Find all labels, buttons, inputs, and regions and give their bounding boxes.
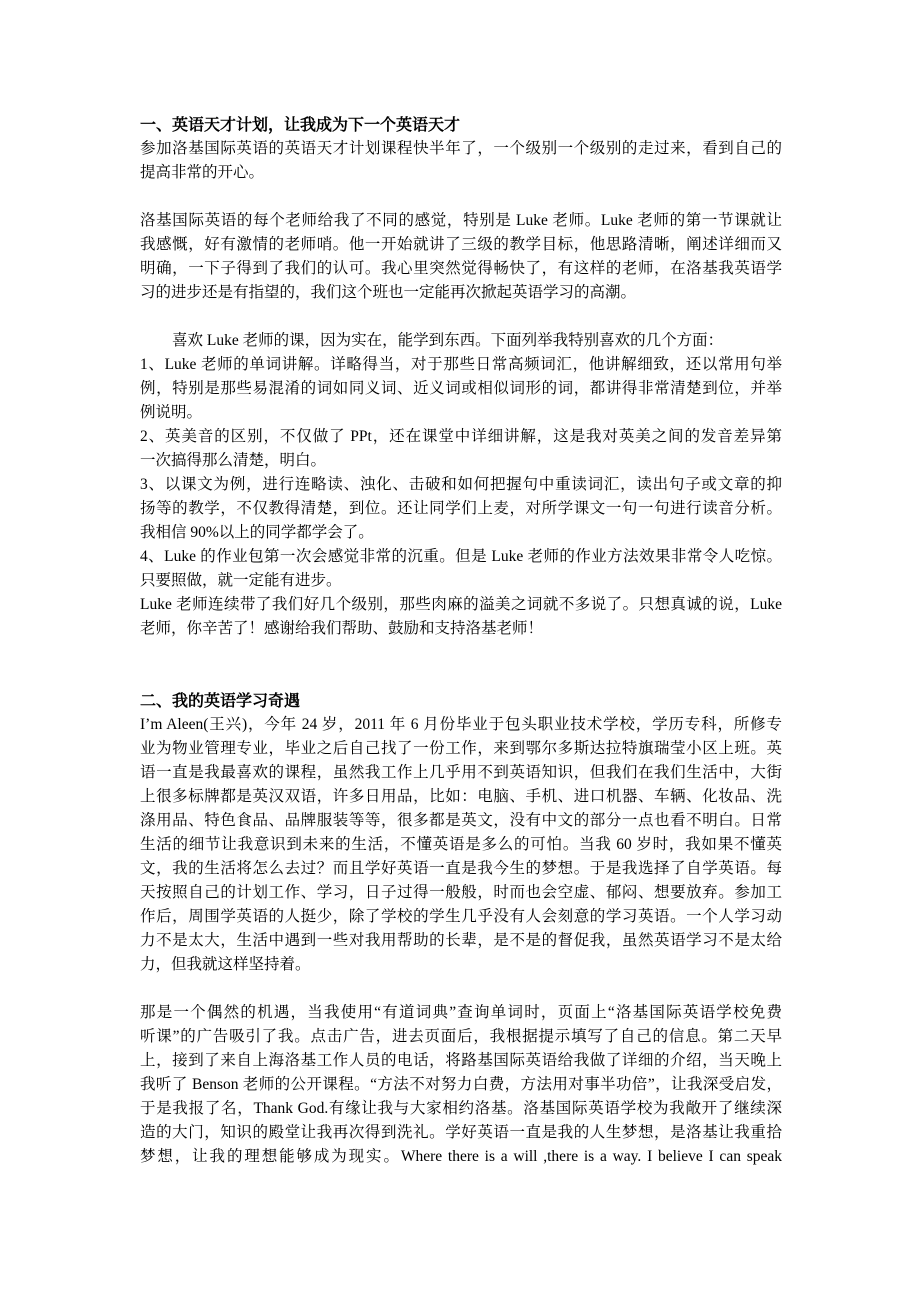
text-line: 明确，一下子得到了我们的认可。我心里突然觉得畅快了，有这样的老师，在洛基我英语学: [140, 260, 782, 277]
text-line: 力，但我就这样坚持着。: [140, 956, 311, 973]
text-line: 造的大门，知识的殿堂让我再次得到洗礼。学好英语一直是我的人生梦想，是洛基让我重拾: [140, 1124, 782, 1141]
text-line: 作后，周围学英语的人挺少，除了学校的学生几乎没有人会刻意的学习英语。一个人学习动: [140, 908, 782, 925]
text-line: 只要照做，就一定能有进步。: [140, 572, 342, 589]
text-line: 一次搞得那么清楚，明白。: [140, 452, 327, 469]
text-line: I’m Aleen(王兴)，今年 24 岁，2011 年 6 月份毕业于包头职业技术学校，学历专科，所修专: [140, 716, 782, 733]
text-line: 喜欢 Luke 老师的课，因为实在，能学到东西。下面列举我特别喜欢的几个方面：: [172, 332, 724, 349]
text-line: 生活的细节让我意识到未来的生活，不懂英语是多么的可怕。当我 60 岁时，我如果不懂英: [140, 836, 782, 853]
text-line: 天按照自己的计划工作、学习，日子过得一般般，时而也会空虚、郁闷、想要放弃。参加工: [140, 884, 782, 901]
text-line: 上很多标牌都是英汉双语，许多日用品，比如：电脑、手机、进口机器、车辆、化妆品、洗: [140, 788, 782, 805]
text-line: 我相信 90%以上的同学都学会了。: [140, 524, 374, 541]
text-line: 例说明。: [140, 404, 203, 421]
section-heading: 一、英语天才计划，让我成为下一个英语天才: [140, 115, 461, 134]
blank-line: [140, 305, 782, 329]
blank-line: [140, 977, 782, 1001]
text-line: 文，我的生活将怎么去过？而且学好英语一直是我今生的梦想。于是我选择了自学英语。每: [140, 860, 782, 877]
text-line: 力不是太大，生活中遇到一些对我用帮助的长辈，是不是的督促我，虽然英语学习不是太给: [140, 932, 782, 949]
text-line: 我听了 Benson 老师的公开课程。“方法不对努力白费，方法用对事半功倍”，让我深受启发，: [140, 1076, 782, 1093]
blank-line: [140, 641, 782, 665]
text-line: 洛基国际英语的每个老师给我了不同的感觉，特别是 Luke 老师。Luke 老师的第一节课就让: [140, 212, 782, 229]
text-line: 涤用品、特色食品、品牌服装等等，很多都是英文，没有中文的部分一点也看不明白。日常: [140, 812, 782, 829]
section-heading: 二、我的英语学习奇遇: [140, 691, 301, 710]
text-line: 老师，你辛苦了！感谢给我们帮助、鼓励和支持洛基老师！: [140, 620, 544, 637]
text-line: 例，特别是那些易混淆的词如同义词、近义词或相似词形的词，都讲得非常清楚到位，并举: [140, 380, 782, 397]
text-line: 4、Luke 的作业包第一次会感觉非常的沉重。但是 Luke 老师的作业方法效果非常令人吃惊。: [140, 548, 782, 565]
text-line: 1、Luke 老师的单词讲解。详略得当，对于那些日常高频词汇，他讲解细致，还以常用句举: [140, 356, 782, 373]
text-line: 3、以课文为例，进行连略读、浊化、击破和如何把握句中重读词汇，读出句子或文章的抑: [140, 476, 782, 493]
text-line: 提高非常的开心。: [140, 164, 265, 181]
blank-line: [140, 665, 782, 689]
text-line: 我感慨，好有激情的老师哨。他一开始就讲了三级的教学目标，他思路清晰，阐述详细而又: [140, 236, 782, 253]
text-line: 上，接到了来自上海洛基工作人员的电话，将路基国际英语给我做了详细的介绍，当天晚上: [140, 1052, 782, 1069]
text-line: 梦想，让我的理想能够成为现实。Where there is a will ,there is a way. I believe I can speak: [140, 1148, 782, 1165]
document-body: [140, 113, 782, 1169]
text-line: Luke 老师连续带了我们好几个级别，那些肉麻的溢美之词就不多说了。只想真诚的说，Luke: [140, 596, 782, 613]
text-line: 参加洛基国际英语的英语天才计划课程快半年了，一个级别一个级别的走过来，看到自己的: [140, 140, 782, 157]
text-line: 语一直是我最喜欢的课程，虽然我工作上几乎用不到英语知识，但我们在我们生活中，大街: [140, 764, 782, 781]
text-line: 于是我报了名，Thank God.有缘让我与大家相约洛基。洛基国际英语学校为我敞开了继续深: [140, 1100, 782, 1117]
text-line: 2、英美音的区别，不仅做了 PPt，还在课堂中详细讲解，这是我对英美之间的发音差异第: [140, 428, 782, 445]
text-line: 听课”的广告吸引了我。点击广告，进去页面后，我根据提示填写了自己的信息。第二天早: [140, 1028, 782, 1045]
text-line: 业为物业管理专业，毕业之后自己找了一份工作，来到鄂尔多斯达拉特旗瑞莹小区上班。英: [140, 740, 782, 757]
text-line: 扬等的教学，不仅教得清楚，到位。还让同学们上麦，对所学课文一句一句进行读音分析。: [140, 500, 782, 517]
text-line: 那是一个偶然的机遇，当我使用“有道词典”查询单词时，页面上“洛基国际英语学校免费: [140, 1004, 782, 1021]
blank-line: [140, 185, 782, 209]
text-line: 习的进步还是有指望的，我们这个班也一定能再次掀起英语学习的高潮。: [140, 284, 637, 301]
